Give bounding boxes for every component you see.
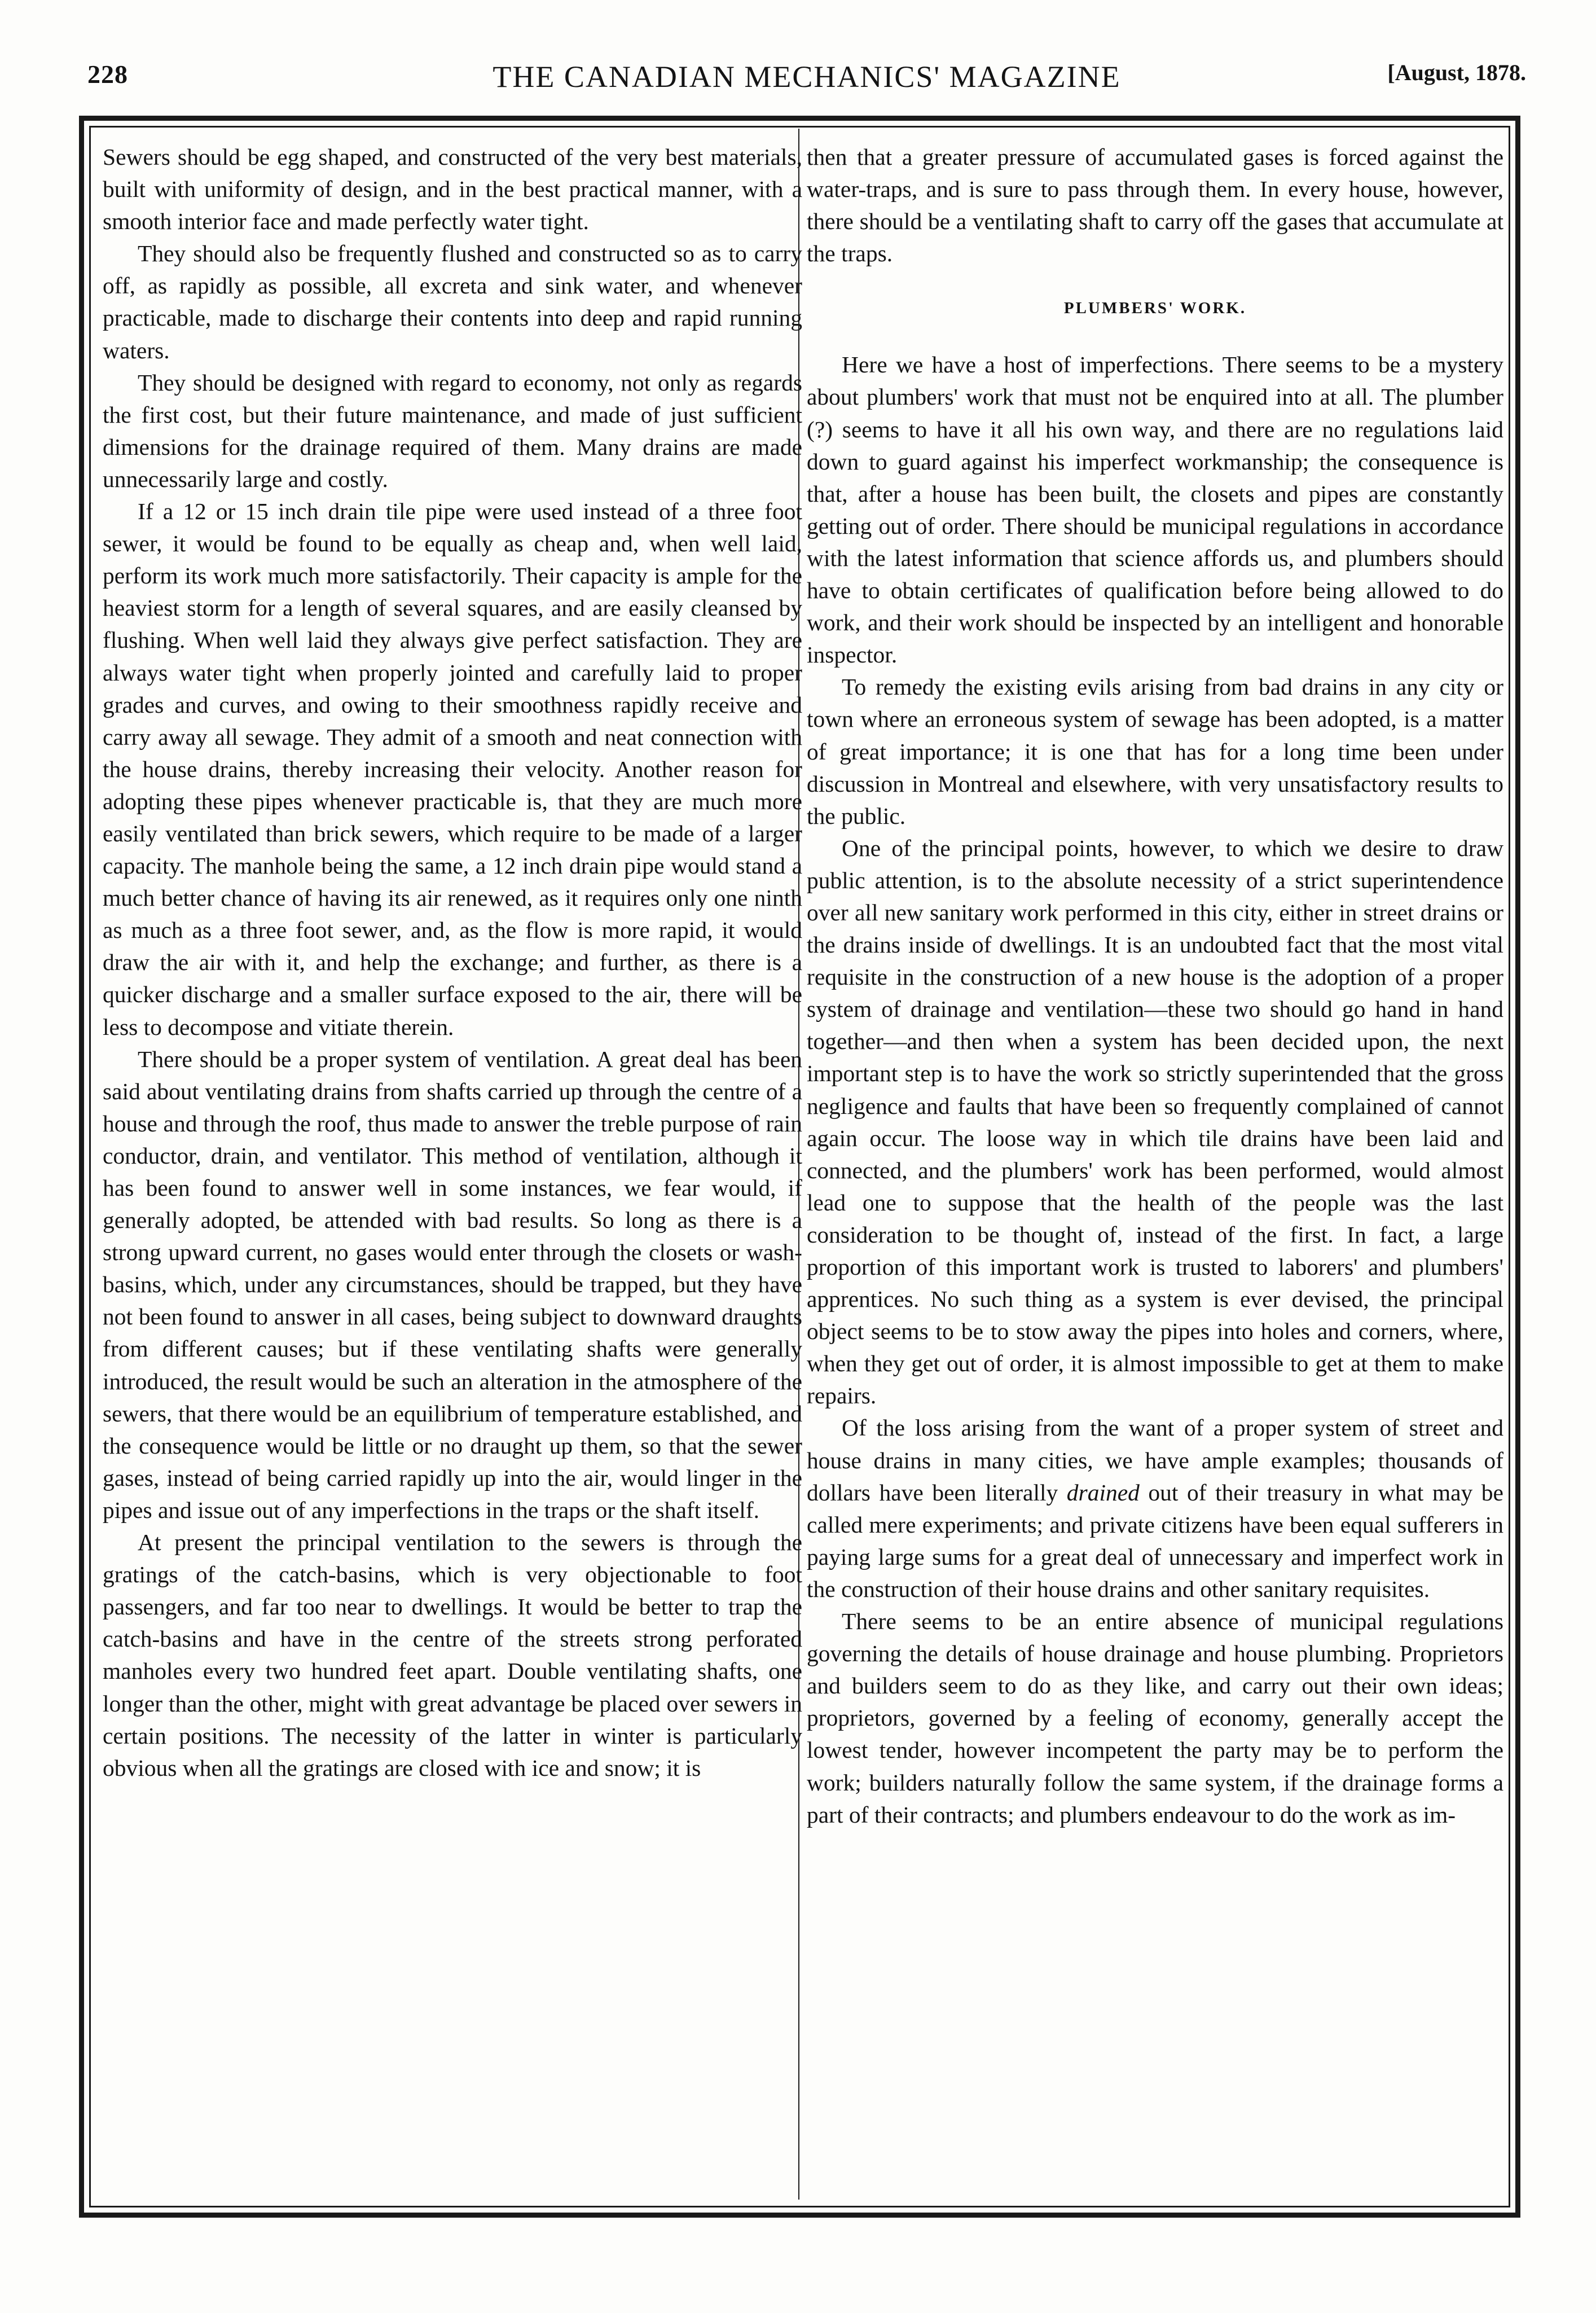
left-column bbox=[103, 141, 802, 2195]
paragraph-remedy: To remedy the existing evils arising from bad drains in any city or town where an erroneous system of sewage has been adopted, is a matter of great importance; it is one that has for a long time been under discussion in Montreal and elsewhere, with very unsatisfactory results to the public. bbox=[807, 674, 1503, 829]
paragraph-sewer-shape: Sewers should be egg shaped, and constructed of the very best materials, built with uniformity of design, and in the best practical manner, with a smooth interior face and made perfectly water tight. bbox=[103, 144, 802, 235]
running-header bbox=[87, 59, 1526, 99]
section-heading-plumbers-work: PLUMBERS' WORK. bbox=[1063, 299, 1247, 318]
paragraph-municipal-regulations: There seems to be an entire absence of municipal regulations governing the details of house drainage and house plumbing. Proprietors and builders seem to do as they like, and carry out their own ideas; proprietors, governed by a feeling of economy, generally accept the lowest tender, however incompetent the party may be to perform the work; builders naturally follow the same system, if the drainage forms a part of their contracts; and plumbers endeavour to do the work as im- bbox=[807, 1608, 1503, 1828]
paragraph-flushing: They should also be frequently flushed and constructed so as to carry off, as rapidly as possible, all excreta and sink water, and whenever practicable, made to discharge their contents into deep and rapid running waters. bbox=[103, 240, 802, 363]
right-column bbox=[807, 141, 1503, 2195]
paragraph-loss bbox=[807, 1412, 1503, 1605]
loss-text-before: Of the loss arising from the want of a proper system of street and house drains in many cities, we have ample examples; thousands of dollars have been literally bbox=[807, 1415, 1503, 1506]
paragraph-catch-basins: At present the principal ventilation to the sewers is through the gratings of the catch-basins, which is very objectionable to foot passengers, and far too near to dwellings. It would be better to trap the catch-basins and have in the centre of the streets strong perforated manholes every two hundred feet apart. Double ventilating shafts, one longer than the other, might with great advantage be placed over sewers in certain positions. The necessity of the latter in winter is particularly obvious when all the gratings are closed with ice and snow; it is bbox=[103, 1529, 802, 1781]
loss-text-after: out of their treasury in what may be called mere experiments; and private citizens have been equal sufferers in paying large sums for a great deal of unnecessary and imperfect work in the construction of their house drains and other sanitary requisites. bbox=[807, 1479, 1503, 1602]
magazine-title: THE CANADIAN MECHANICS' MAGAZINE bbox=[493, 60, 1121, 94]
paragraph-ventilation: There should be a proper system of ventilation. A great deal has been said about ventilating drains from shafts carried up through the centre of a house and through the roof, thus made to answer the treble purpose of rain conductor, drain, and ventilator. This method of ventilation, although it has been found to answer well in some instances, we fear would, if generally adopted, be attended with bad results. So long as there is a strong upward current, no gases would enter through the closets or wash-basins, which, under any circumstances, should be trapped, but they have not been found to answer in all cases, being subject to downward draughts from different causes; but if these ventilating shafts were generally introduced, the result would be such an alteration in the atmosphere of the sewers, that there would be an equilibrium of temperature established, and the consequence would be little or no draught up them, so that the sewer gases, instead of being carried rapidly up into the air, would linger in the pipes and issue out of any imperfections in the traps or the shaft itself. bbox=[103, 1046, 802, 1523]
paragraph-superintendence: One of the principal points, however, to which we desire to draw public attention, is to the absolute necessity of a strict superintendence over all new sanitary work performed in this city, either in street drains or the drains inside of dwellings. It is an undoubted fact that the most vital requisite in the construction of a new house is the adoption of a proper system of drainage and ventilation—these two should go hand in hand together—and then when a system has been decided upon, the next important step is to have the work so strictly superintended that the gross negligence and faults that have been so frequently complained of cannot again occur. The loose way in which tile drains have been laid and connected, and the plumbers' work has been performed, would almost lead one to suppose that the health of the people was the last consideration to be thought of, instead of the first. In fact, a large proportion of this important work is trusted to laborers' and plumbers' apprentices. No such thing as a system is ever devised, the principal object seems to be to stow away the pipes into holes and corners, where, when they get out of order, it is almost impossible to get at them to make repairs. bbox=[807, 835, 1503, 1409]
paragraph-economy: They should be designed with regard to economy, not only as regards the first cost, but their future maintenance, and made of just sufficient dimensions for the drainage required of them. Many drains are made unnecessarily large and costly. bbox=[103, 369, 802, 492]
paragraph-imperfections: Here we have a host of imperfections. There seems to be a mystery about plumbers' work that must not be enquired into at all. The plumber (?) seems to have it all his own way, and there are no regulations laid down to guard against his imperfect workmanship; the consequence is that, after a house has been built, the closets and pipes are constantly getting out of order. There should be municipal regulations in accordance with the latest information that science affords us, and plumbers should have to obtain certificates of qualification before being allowed to do work, and their work should be inspected by an intelligent and honorable inspector. bbox=[807, 352, 1503, 668]
paragraph-continuation: then that a greater pressure of accumulated gases is forced against the water-traps, and is sure to pass through them. In every house, however, there should be a ventilating shaft to carry off the gases that accumulate at the traps. bbox=[807, 144, 1503, 267]
issue-date: [August, 1878. bbox=[1387, 60, 1526, 85]
page-number: 228 bbox=[87, 60, 128, 89]
paragraph-drain-tile-pipe: If a 12 or 15 inch drain tile pipe were used instead of a three foot sewer, it would be found to be equally as cheap and, when well laid, perform its work much more satisfactorily. Their capacity is ample for the heaviest storm for a length of several squares, and are easily cleansed by flushing. When well laid they always give perfect satisfaction. They are always water tight when properly jointed and carefully laid to proper grades and curves, and owing to their smoothness rapidly receive and carry away all sewage. They admit of a smooth and neat connection with the house drains, thereby increasing their velocity. Another reason for adopting these pipes whenever practicable is, that they are much more easily ventilated than brick sewers, which require to be made of a larger capacity. The manhole being the same, a 12 inch drain pipe would stand a much better chance of having its air renewed, as it requires only one ninth as much as a three foot sewer, and, as the flow is more rapid, it would draw the air with it, and help the exchange; and further, as there is a quicker discharge and a smaller surface exposed to the air, there will be less to decompose and vitiate therein. bbox=[103, 498, 802, 1040]
loss-emphasis: drained bbox=[1066, 1479, 1140, 1506]
